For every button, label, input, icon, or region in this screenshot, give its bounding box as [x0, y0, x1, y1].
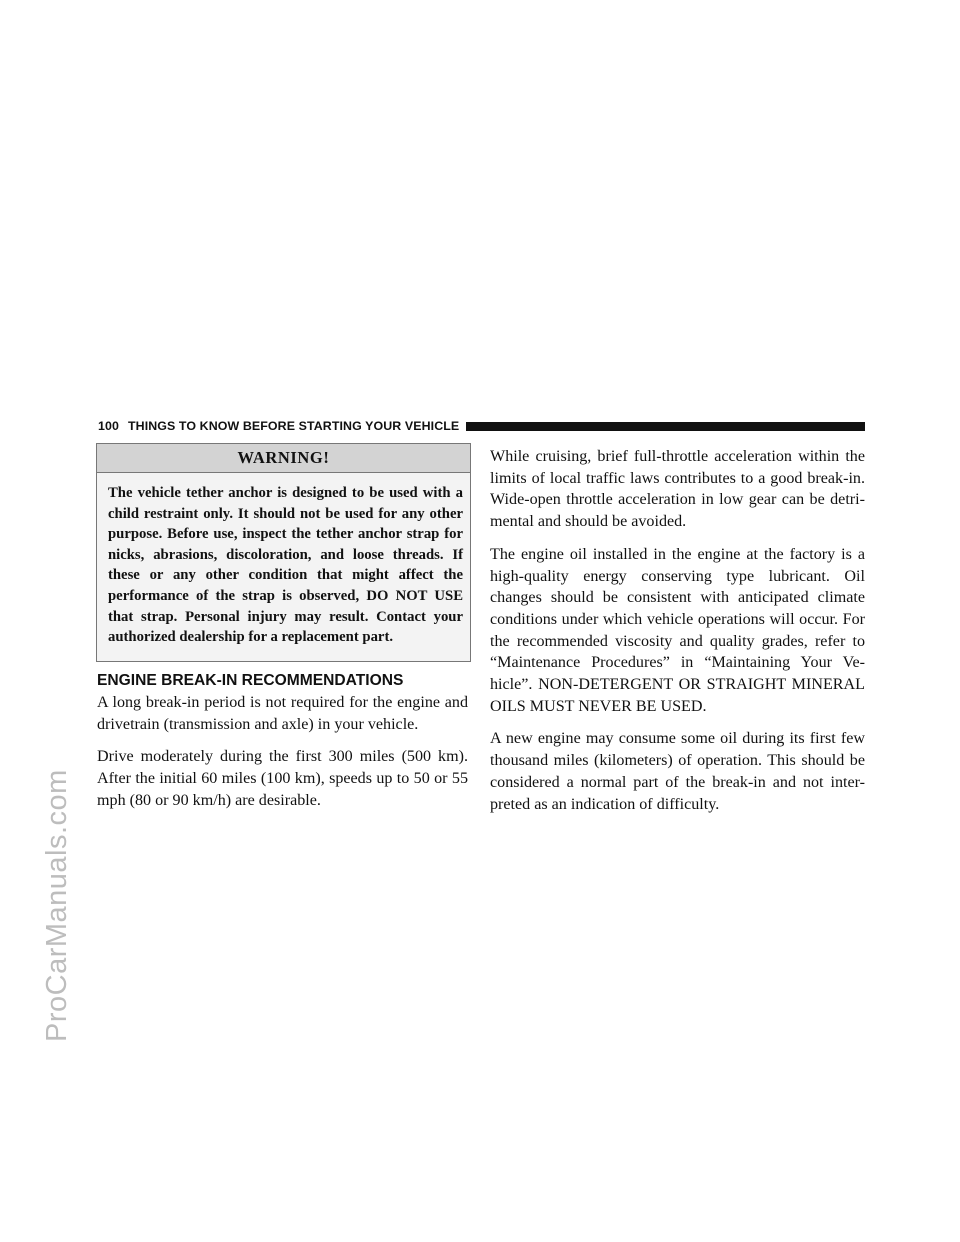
- left-column: [97, 671, 468, 823]
- section-heading: ENGINE BREAK-IN RECOMMENDATIONS: [97, 672, 404, 689]
- paragraph: Drive moderately during the first 300 miles (500 km). After the initial 60 miles (100 km), speeds up to 50 or 55 mph (80 or 90 km/h) are desirable.: [97, 748, 468, 809]
- paragraph: A new engine may consume some oil during its first few thousand miles (kilometers) of operation. This should be considered a normal part of the break-in and not inter- preted as an indication of difficulty.: [490, 730, 865, 813]
- header-rule: [466, 422, 865, 431]
- chapter-title: THINGS TO KNOW BEFORE STARTING YOUR VEHICLE: [127, 419, 460, 433]
- warning-title: WARNING!: [97, 444, 470, 473]
- running-header: [98, 416, 865, 436]
- page-number: 100: [98, 419, 119, 433]
- right-column: [490, 446, 865, 826]
- paragraph: The engine oil installed in the engine at the factory is a high-quality energy conserving type lubricant. Oil changes should be consistent with anticipated climate conditions under which vehicle operations will occur. For the recommended viscosity and quality grades, refer to “Maintenance Procedures” in “Maintaining Your Ve- hicle”. NON-DETERGENT OR STRAIGHT MINERAL OILS MUST NEVER BE USED.: [490, 545, 865, 715]
- warning-text: The vehicle tether anchor is designed to be used with a child restraint only. It should not be used for any other purpose. Before use, inspect the tether anchor strap for nicks, abrasions, discoloration, and loose threads. If these or any other condition that might affect the performance of the strap is observed, DO NOT USE that strap. Personal injury may result. Contact your authorized dealership for a replacement part.: [108, 485, 463, 646]
- paragraph: While cruising, brief full-throttle acceleration within the limits of local traffic laws contributes to a good break-in. Wide-open throttle acceleration in low gear can be detri- mental and should be avoided.: [490, 448, 865, 531]
- watermark: ProCarManuals.com: [41, 769, 73, 1042]
- warning-box: [96, 443, 471, 662]
- paragraph: A long break-in period is not required for the engine and drivetrain (transmission and axle) in your vehicle.: [97, 694, 468, 733]
